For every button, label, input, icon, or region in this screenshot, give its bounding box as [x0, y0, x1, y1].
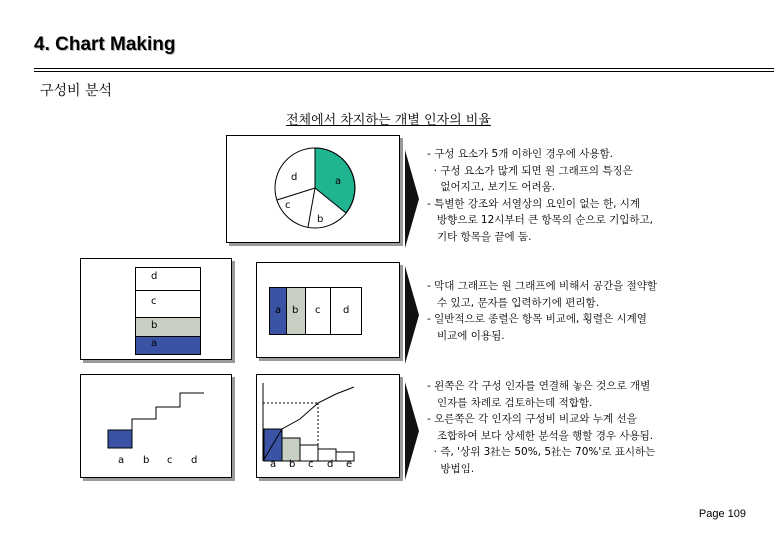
bar-description: - 막대 그래프는 원 그래프에 비해서 공간을 절약할 수 있고, 문자를 입력하기에 편리함. - 일반적으로 종렬은 항목 비교에, 횡렬은 시계열 비교에 이용됨. — [427, 280, 658, 342]
cumulative-description: - 왼쪽은 각 구성 인자를 연결해 놓은 것으로 개별 인자를 차례로 검토하는데 적합함. - 오른쪽은 각 인자의 구성비 비교와 누계 선을 조합하여 보다 상세한 분석을 행할 경우 사용됨. · 즉, '상위 3社는 50%, 5社는 70%'로 표시하는 방법임. — [427, 380, 656, 475]
section-heading: 전체에서 차지하는 개별 인자의 비율 — [286, 113, 491, 128]
pie-arrow-icon — [405, 150, 419, 248]
pareto-label-e: e — [346, 459, 353, 470]
stack-segment-c — [135, 290, 201, 318]
page-number: Page 109 — [698, 508, 746, 520]
waterfall-label-b: b — [143, 455, 150, 466]
pie-label-b: b — [317, 214, 324, 225]
stack-segment-b — [135, 317, 201, 337]
waterfall-label-a: a — [118, 455, 125, 466]
waterfall-steps — [132, 393, 204, 430]
pareto-bar-b — [282, 438, 300, 461]
pie-description: - 구성 요소가 5개 이하인 경우에 사용함. · 구성 요소가 많게 되면 원 그래프의 특징은 없어지고, 보기도 어려움. - 특별한 강조와 서열상의 요인이 없는 한, 시계 방향으로 12시부터 큰 항목의 순으로 기입하고, 기타 항목을 끝에 둠. — [427, 148, 653, 243]
stack-label-a: a — [151, 338, 158, 349]
bar-arrow-icon — [405, 266, 419, 364]
waterfall-chart — [81, 375, 233, 479]
pareto-label-c: c — [308, 459, 314, 470]
waterfall-label-d: d — [191, 455, 198, 466]
pie-label-a: a — [335, 176, 342, 187]
stack-label-b: b — [151, 320, 158, 331]
pie-chart — [227, 136, 401, 244]
column-label-c: c — [315, 305, 321, 316]
stack-label-c: c — [151, 296, 157, 307]
column-bar-frame — [256, 262, 400, 358]
waterfall-label-c: c — [167, 455, 173, 466]
stack-label-d: d — [151, 271, 158, 282]
stacked-bar-frame — [80, 258, 232, 360]
pareto-label-a: a — [270, 459, 277, 470]
pie-label-c: c — [285, 200, 291, 211]
title-divider — [34, 68, 774, 72]
column-label-d: d — [343, 305, 350, 316]
column-label-a: a — [275, 305, 282, 316]
page-title: 4. Chart Making — [34, 34, 176, 55]
waterfall-bar-a — [108, 430, 132, 448]
column-label-b: b — [292, 305, 299, 316]
pie-label-d: d — [291, 172, 298, 183]
stack-segment-a — [135, 336, 201, 355]
pareto-label-d: d — [327, 459, 334, 470]
waterfall-chart-frame — [80, 374, 232, 478]
cumulative-arrow-icon — [405, 382, 419, 480]
pareto-label-b: b — [289, 459, 296, 470]
stack-segment-d — [135, 267, 201, 291]
section-subtitle: 구성비 분석 — [40, 83, 113, 99]
pareto-chart-frame — [256, 374, 400, 478]
pie-chart-frame — [226, 135, 400, 243]
